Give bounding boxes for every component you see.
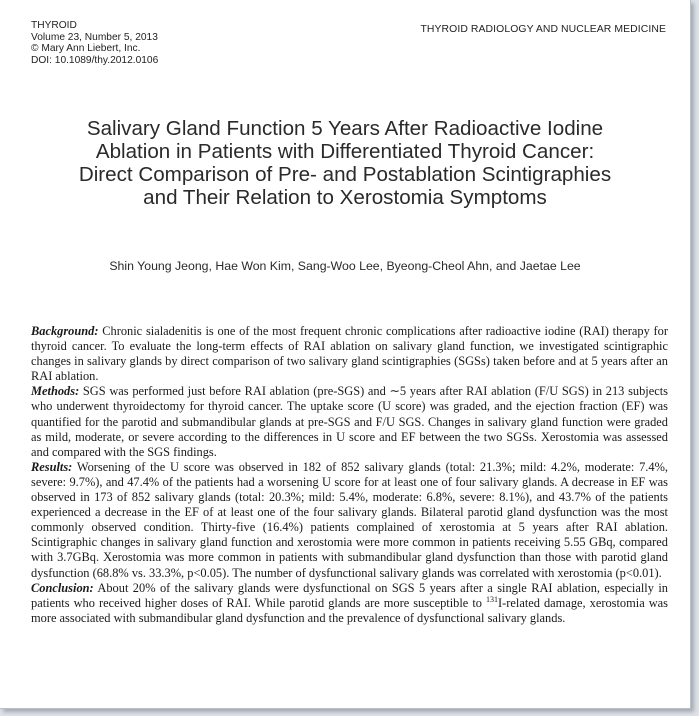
isotope-mass-number: 131 [486,594,498,604]
abstract-background [31,324,668,384]
background-label: Background: [31,324,99,338]
journal-metadata [31,20,158,66]
abstract-methods [31,384,668,459]
section-heading: THYROID RADIOLOGY AND NUCLEAR MEDICINE [420,24,666,35]
methods-text: SGS was performed just before RAI ablation (pre-SGS) and ∼5 years after RAI ablation (F/U SGS) in 213 subjects who underwent thyroidectomy for thyroid cancer. The uptake score (U score) was graded, and the ejection fraction (EF) was quantified for the parotid and submandibular glands at pre-SGS and F/U SGS. Changes in salivary gland function were graded as mild, moderate, or severe according to the differences in U score and EF between the two SGSs. Xerostomia was assessed and compared with the SGS findings. [31,384,668,459]
abstract-results [31,460,668,581]
volume-issue: Volume 23, Number 5, 2013 [31,31,158,43]
title-line: and Their Relation to Xerostomia Symptoms [143,186,547,209]
methods-label: Methods: [31,384,80,399]
conclusion-text: About 20% of the salivary glands were dysfunctional on SGS 5 years after a single RAI ablation, especially in patients who received higher doses of RAI. While parotid glands are more susceptible to [31,580,668,610]
abstract [31,324,668,626]
title-line: Direct Comparison of Pre- and Postablation Scintigraphies [78,163,612,186]
conclusion-label: Conclusion: [31,580,94,595]
journal-name: THYROID [31,20,77,31]
title-line: Ablation in Patients with Differentiated Thyroid Cancer: [95,140,595,163]
title-line: Salivary Gland Function 5 Years After Radioactive Iodine [86,117,604,140]
article-title [20,117,670,209]
results-label: Results: [31,459,73,474]
background-text: Chronic sialadenitis is one of the most frequent chronic complications after radioactive iodine (RAI) therapy for thyroid cancer. To evaluate the long-term effects of RAI ablation on salivary gland function, we investigated scintigraphic changes in salivary glands by direct comparison of two salivary gland scintigraphies (SGSs) taken before and at 5 years after an RAI ablation. [31,324,668,384]
abstract-conclusion [31,581,668,626]
author-list: Shin Young Jeong, Hae Won Kim, Sang-Woo Lee, Byeong-Cheol Ahn, and Jaetae Lee [109,259,581,273]
results-text: Worsening of the U score was observed in 182 of 852 salivary glands (total: 21.3%; mild: 4.2%, moderate: 7.4%, severe: 9.7%), and 47.4% of the patients had a worsening U score for at least one of four salivary glands. A decrease in EF was observed in 173 of 852 salivary glands (total: 20.3%; mild: 5.4%, moderate: 6.8%, severe: 8.1%), and 43.7% of the patients experienced a decrease in the EF of at least one of the four salivary glands. Bilateral parotid gland dysfunction was the most commonly observed condition. Thirty-five (16.4%) patients complained of xerostomia at 5 years after RAI ablation. Scintigraphic changes in salivary gland function and xerostomia were more common in patients receiving 5.55 GBq, compared with 3.7GBq. Xerostomia was more common in patients with submandibular gland dysfunction than those with parotid gland dysfunction (68.8% vs. 33.3%, p<0.05). The number of dysfunctional salivary glands was correlated with xerostomia (p<0.01). [31,459,668,580]
doi-link[interactable]: DOI: 10.1089/thy.2012.0106 [31,54,159,66]
conclusion-text-end: I-related damage, xerostomia was more associated with submandibular gland dysfunction and the prevalence of dysfunctional salivary glands. [31,595,668,625]
copyright-notice: © Mary Ann Liebert, Inc. [31,43,141,55]
